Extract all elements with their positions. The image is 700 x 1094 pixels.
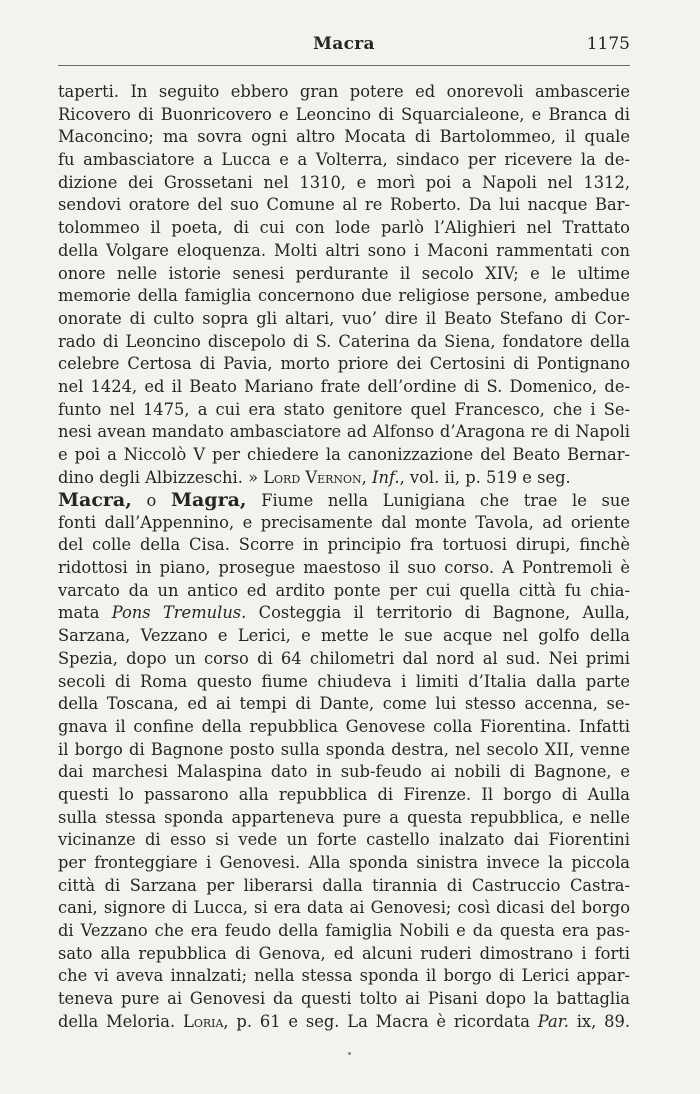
text-line: onorate di culto sopra gli altari, vuo’ dire il Beato Stefano di Cor-	[58, 308, 630, 328]
text-line: Maconcino; ma sovra ogni altro Mocata di Bartolommeo, il quale	[58, 127, 630, 147]
line-text: mata	[58, 603, 112, 623]
text-line: Ricovero di Buonricovero e Leoncino di Squarcialeone, e Branca di	[58, 104, 630, 124]
text-line: fonti dall’Appennino, e precisamente dal monte Tavola, ad oriente	[58, 512, 630, 532]
text-line: e poi a Niccolò V per chiedere la canonizzazione del Beato Bernar-	[58, 445, 630, 464]
text-line: dizione dei Grossetani nel 1310, e morì poi a Napoli nel 1312,	[58, 172, 630, 192]
text-line-final	[58, 1011, 630, 1034]
headword-variant: Magra,	[170, 489, 247, 511]
line-text: ix, 89.	[568, 1011, 630, 1031]
text-line: Spezia, dopo un corso di 64 chilometri dal nord al sud. Nei primi	[58, 648, 630, 668]
text-line: che vi aveva innalzati; nella stessa sponda il borgo di Lerici appar-	[58, 966, 630, 986]
reference-work: Inf.	[372, 467, 400, 487]
line-text: Costeggia il territorio di Bagnone, Aulla,	[246, 603, 630, 623]
italic-term: Pons Tremulus.	[111, 603, 247, 623]
text-line: memorie della famiglia concernono due religiose persone, ambedue	[58, 286, 630, 306]
line-text: , p. 61 e seg. La Macra è ricordata	[223, 1011, 538, 1031]
entry-first-line	[58, 489, 630, 512]
text-line: celebre Certosa di Pavia, morto priore dei Certosini di Pontignano	[58, 354, 630, 374]
text-line: dai marchesi Malaspina dato in sub-feudo ai nobili di Bagnone, e	[58, 762, 630, 782]
text-line: cani, signore di Lucca, si era data ai Genovesi; così dicasi del borgo	[58, 898, 630, 918]
text-line: il borgo di Bagnone posto sulla sponda destra, nel secolo XII, venne	[58, 739, 630, 759]
text-line: varcato da un antico ed ardito ponte per cui quella città fu chia-	[58, 580, 630, 600]
text-line: onore nelle istorie senesi perdurante il secolo XIV; e le ultime	[58, 263, 630, 283]
text-line: teneva pure ai Genovesi da questi tolto ai Pisani dopo la battaglia	[58, 989, 630, 1009]
text-line: sato alla repubblica di Genova, ed alcuni ruderi dimostrano i forti	[58, 943, 630, 963]
text-line: della Volgare eloquenza. Molti altri sono i Maconi rammentati con	[58, 240, 630, 260]
text-line: taperti. In seguito ebbero gran potere ed onorevoli ambascerie	[58, 82, 630, 101]
entry-macra	[58, 489, 630, 1034]
paragraph-maconi	[58, 81, 630, 489]
text-line: sulla stessa sponda apparteneva pure a questa repubblica, e nelle	[58, 807, 630, 827]
footer-mark	[348, 1052, 351, 1055]
reference-work: Par.	[537, 1011, 569, 1031]
text-line: fu ambasciatore a Lucca e a Volterra, sindaco per ricevere la de-	[58, 150, 630, 170]
page-number: 1175	[586, 34, 630, 54]
text-line: rado di Leoncino discepolo di S. Caterina da Siena, fondatore della	[58, 331, 630, 351]
text-line: di Vezzano che era feudo della famiglia Nobili e da questa era pas-	[58, 921, 630, 941]
reference-author: Loria	[183, 1011, 224, 1031]
line-text: della Meloria.	[58, 1011, 184, 1031]
text-line-pons	[58, 602, 630, 625]
page-header	[58, 34, 630, 56]
text-line: vicinanze di esso si vede un forte castello inalzato dai Fiorentini	[58, 830, 630, 850]
text-line: sendovi oratore del suo Comune al re Roberto. Da lui nacque Bar-	[58, 195, 630, 215]
text-line: della Toscana, ed ai tempi di Dante, come lui stesso accenna, se-	[58, 694, 630, 714]
text-line: Sarzana, Vezzano e Lerici, e mette le sue acque nel golfo della	[58, 626, 630, 646]
reference-author: Lord Vernon	[263, 467, 362, 487]
reference-rest: , vol. ii, p. 519 e seg.	[399, 467, 571, 487]
line-text: Fiume nella Lunigiana che trae le sue	[246, 491, 631, 510]
text-line: nesi avean mandato ambasciatore ad Alfonso d’Aragona re di Napoli	[58, 422, 630, 442]
text-line: secoli di Roma questo fiume chiudeva i limiti d’Italia dalla parte	[58, 671, 630, 691]
headword-connector: o	[131, 491, 171, 510]
text-line: questi lo passarono alla repubblica di Firenze. Il borgo di Aulla	[58, 784, 630, 804]
text-line-reference: dino degli Albizzeschi. » Lord Vernon, Inf., vol. ii, p. 519 e seg.	[58, 467, 571, 487]
text-line: gnava il confine della repubblica Genovese colla Fiorentina. Infatti	[58, 716, 630, 736]
running-head: Macra	[313, 34, 375, 54]
text-line: funto nel 1475, a cui era stato genitore quel Francesco, che i Se-	[58, 399, 630, 419]
header-rule	[58, 65, 630, 66]
text-line: del colle della Cisa. Scorre in principio fra tortuosi dirupi, finchè	[58, 535, 630, 555]
text-line: per fronteggiare i Genovesi. Alla sponda sinistra invece la piccola	[58, 853, 630, 872]
text-line: città di Sarzana per liberarsi dalla tirannia di Castruccio Castra-	[58, 875, 630, 895]
headword: Macra,	[58, 489, 132, 511]
line-text: dino degli Albizzeschi. »	[58, 467, 259, 487]
text-line: ridottosi in piano, prosegue maestoso il suo corso. A Pontremoli è	[58, 558, 630, 578]
text-line: tolommeo il poeta, di cui con lode parlò l’Alighieri nel Trattato	[58, 218, 630, 238]
text-line: nel 1424, ed il Beato Mariano frate dell’ordine di S. Domenico, de-	[58, 376, 630, 396]
